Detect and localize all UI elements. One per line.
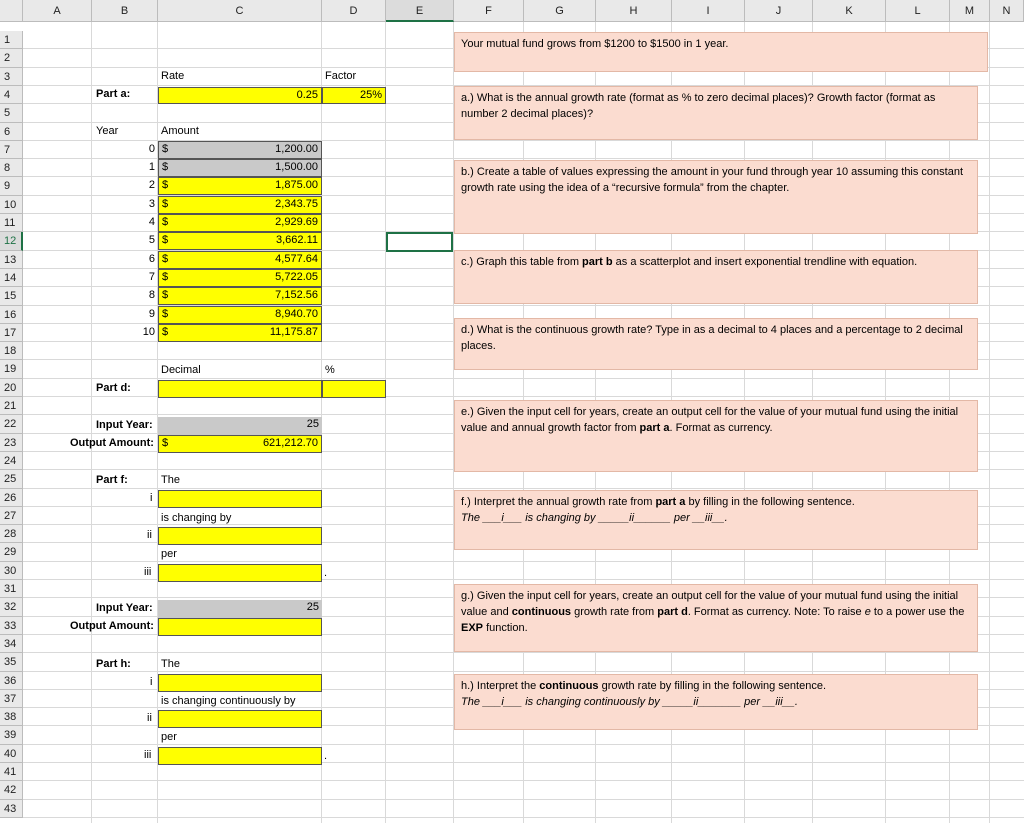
question-g-text-3: . Format as currency. Note: To raise [687,606,865,618]
amount-cell[interactable] [158,324,322,342]
column-header-m[interactable]: M [950,0,990,22]
amount-cell[interactable] [158,287,322,305]
row-header-36[interactable]: 36 [0,672,23,690]
row-header-4[interactable]: 4 [0,86,23,104]
row-header-7[interactable]: 7 [0,141,23,159]
dollar-sign: $ [162,198,169,210]
column-header-f[interactable]: F [454,0,524,22]
column-header-b[interactable]: B [92,0,158,22]
year-cell[interactable]: 1 [148,161,155,173]
row-header-26[interactable]: 26 [0,489,23,507]
amount-cell[interactable] [158,214,322,232]
row-header-16[interactable]: 16 [0,306,23,324]
part-d-label: Part d: [96,382,131,394]
intro-text: Your mutual fund grows from $1200 to $1500 in 1 year. [461,38,729,50]
question-e-box [454,400,978,472]
amount-value: 11,175.87 [269,326,318,338]
dollar-sign: $ [162,143,169,155]
row-header-42[interactable]: 42 [0,781,23,800]
output-amount-label: Output Amount: [70,437,154,449]
row-header-22[interactable]: 22 [0,415,23,434]
question-e-text-2: . Format as currency. [669,422,773,434]
input-year-cell[interactable]: 25 [158,417,322,435]
amount-cell[interactable] [158,306,322,324]
amount-cell[interactable] [158,269,322,287]
output-amount2-label: Output Amount: [70,620,154,632]
decimal-label: Decimal [161,364,201,376]
amount-cell[interactable] [158,141,322,159]
output-amount2-cell[interactable] [158,618,322,636]
amount-value: 4,577.64 [275,253,318,265]
dollar-sign: $ [162,437,169,449]
row-header-9[interactable]: 9 [0,177,23,196]
percent-input[interactable] [322,380,386,398]
question-g-bold-1: continuous [511,606,572,618]
row-header-28[interactable]: 28 [0,525,23,543]
amount-value: 5,722.05 [275,271,318,283]
row-header-10[interactable]: 10 [0,196,23,214]
question-f-text-2: by filling in the following sentence. [685,496,855,508]
part-h-changing-cont: is changing continuously by [161,695,296,707]
column-header-c[interactable]: C [158,0,322,22]
question-g-bold-3: EXP [461,622,484,634]
row-header-40[interactable]: 40 [0,745,23,763]
row-header-30[interactable]: 30 [0,562,23,580]
year-label: Year [96,125,119,137]
factor-input[interactable]: 25% [322,87,386,104]
column-header-h[interactable]: H [596,0,672,22]
question-f-sentence: The ___i___ is changing by _____ii______ per __iii__. [461,512,728,524]
question-g-text-1: g.) Given the input cell for years, create an output cell for the value of your mutual fund using the initial value and [461,590,959,618]
row-header-6[interactable]: 6 [0,123,23,141]
year-cell[interactable]: 9 [148,308,155,320]
factor-label: Factor [325,70,357,82]
column-header-n[interactable]: N [990,0,1024,22]
active-cell-e12[interactable] [386,232,453,252]
row-header-15[interactable]: 15 [0,287,23,306]
row-header-41[interactable]: 41 [0,763,23,781]
question-c-text-1: c.) Graph this table from [461,256,583,268]
amount-value: 3,662.11 [275,234,318,246]
part-h-iii-input[interactable] [158,747,322,765]
dollar-sign: $ [162,179,169,191]
question-g-text-2: growth rate from [571,606,658,618]
question-e-text-1: e.) Given the input cell for years, create an output cell for the value of your mutual fund using the initial value and annual growth factor from [461,406,959,434]
year-cell[interactable]: 8 [148,289,155,301]
row-header-13[interactable]: 13 [0,251,23,269]
part-h-ii-label: ii [147,712,152,724]
row-header-14[interactable]: 14 [0,269,23,287]
column-header-l[interactable]: L [886,0,950,22]
percent-label: % [325,364,335,376]
dollar-sign: $ [162,326,169,338]
question-b-text: b.) Create a table of values expressing the amount in your fund through year 10 assuming this constant growth rate using the idea of a “recursive formula” from the chapter. [461,166,964,194]
question-e-bold: part a [639,422,670,434]
question-g-bold-2: part d [657,606,688,618]
dollar-sign: $ [162,216,169,228]
amount-cell[interactable] [158,177,322,195]
select-all-corner[interactable] [0,0,23,22]
year-cell[interactable]: 3 [148,198,155,210]
question-h-sentence: The ___i___ is changing continuously by _____ii_______ per __iii__. [461,696,798,708]
input-year2-label: Input Year: [96,602,153,614]
part-h-i-input[interactable] [158,674,322,692]
amount-value: 1,875.00 [275,179,318,191]
question-h-bold: continuous [539,680,599,692]
part-f-the: The [161,474,180,486]
question-g-e: e [864,606,871,618]
row-header-27[interactable]: 27 [0,507,23,525]
row-header-33[interactable]: 33 [0,617,23,635]
output-amount-value: 621,212.70 [262,437,318,449]
question-c-text-2: as a scatterplot and insert exponential trendline with equation. [612,256,918,268]
column-header-g[interactable]: G [524,0,596,22]
decimal-input[interactable] [158,380,322,398]
amount-label: Amount [161,125,199,137]
row-header-35[interactable]: 35 [0,653,23,672]
question-a-box [454,86,978,140]
year-cell[interactable]: 0 [148,143,155,155]
row-header-21[interactable]: 21 [0,397,23,415]
column-header-a[interactable]: A [23,0,92,22]
input-year-label: Input Year: [96,419,153,431]
question-h-text-1: h.) Interpret the [461,680,540,692]
question-g-text-4: to a power use the [870,606,965,618]
amount-cell[interactable] [158,196,322,214]
amount-cell[interactable] [158,251,322,269]
part-h-label: Part h: [96,658,131,670]
row-header-24[interactable]: 24 [0,452,23,470]
question-f-text-1: f.) Interpret the annual growth rate from [461,496,656,508]
row-header-34[interactable]: 34 [0,635,23,653]
year-cell[interactable]: 5 [148,234,155,246]
question-g-box [454,584,978,652]
question-c-box [454,250,978,304]
row-header-8[interactable]: 8 [0,159,23,177]
row-header-38[interactable]: 38 [0,708,23,726]
amount-cell[interactable] [158,159,322,177]
part-f-label: Part f: [96,474,128,486]
row-header-29[interactable]: 29 [0,543,23,562]
row-header-23[interactable]: 23 [0,434,23,452]
rate-label: Rate [161,70,185,82]
row-header-39[interactable]: 39 [0,726,23,745]
amount-value: 2,343.75 [275,198,318,210]
question-f-bold: part a [655,496,686,508]
question-d-text: d.) What is the continuous growth rate? Type in as a decimal to 4 places and a percentage to 2 decimal places. [461,324,963,352]
row-header-25[interactable]: 25 [0,470,23,489]
amount-value: 2,929.69 [275,216,318,228]
part-f-ii-input[interactable] [158,527,322,545]
question-c-bold: part b [582,256,613,268]
dollar-sign: $ [162,234,169,246]
question-f-box [454,490,978,550]
dollar-sign: $ [162,161,169,173]
part-f-per: per [161,548,177,560]
year-cell[interactable]: 7 [148,271,155,283]
year-cell[interactable]: 10 [142,326,155,338]
part-f-iii-label: iii [144,566,152,578]
row-header-11[interactable]: 11 [0,214,23,232]
row-header-37[interactable]: 37 [0,690,23,708]
amount-cell[interactable] [158,232,322,250]
question-b-box [454,160,978,234]
part-h-period: . [324,750,328,762]
row-header-1[interactable]: 1 [0,31,23,49]
row-header-18[interactable]: 18 [0,342,23,360]
part-f-changing-by: is changing by [161,512,232,524]
question-h-box [454,674,978,730]
row-header-12[interactable]: 12 [0,232,23,251]
column-header-i[interactable]: I [672,0,745,22]
row-header-17[interactable]: 17 [0,324,23,342]
dollar-sign: $ [162,308,169,320]
gridline-col [385,22,386,823]
year-cell[interactable]: 4 [148,216,155,228]
part-f-i-input[interactable] [158,490,322,508]
part-f-i-label: i [150,492,153,504]
output-amount-cell[interactable] [158,435,322,453]
year-cell[interactable]: 6 [148,253,155,265]
part-h-per: per [161,731,177,743]
amount-value: 1,200.00 [275,143,318,155]
question-a-text: a.) What is the annual growth rate (format as % to zero decimal places)? Growth factor (format as number 2 decimal places)? [461,92,936,120]
amount-value: 8,940.70 [275,308,318,320]
input-year2-cell[interactable]: 25 [158,600,322,618]
part-f-period: . [324,567,328,579]
row-header-19[interactable]: 19 [0,360,23,379]
row-header-2[interactable]: 2 [0,49,23,68]
part-f-iii-input[interactable] [158,564,322,582]
part-h-i-label: i [150,676,153,688]
row-header-43[interactable]: 43 [0,800,23,818]
rate-input[interactable]: 0.25 [158,87,322,104]
dollar-sign: $ [162,289,169,301]
row-header-32[interactable]: 32 [0,598,23,617]
part-f-ii-label: ii [147,529,152,541]
row-header-20[interactable]: 20 [0,379,23,397]
dollar-sign: $ [162,253,169,265]
part-h-the: The [161,658,180,670]
question-g-text-5: function. [483,622,528,634]
amount-value: 7,152.56 [275,289,318,301]
dollar-sign: $ [162,271,169,283]
amount-value: 1,500.00 [275,161,318,173]
row-header-3[interactable]: 3 [0,68,23,86]
column-header-j[interactable]: J [745,0,813,22]
column-header-d[interactable]: D [322,0,386,22]
part-h-iii-label: iii [144,749,152,761]
question-h-text-2: growth rate by filling in the following sentence. [598,680,827,692]
intro-box [454,32,988,72]
question-d-box [454,318,978,370]
row-header-31[interactable]: 31 [0,580,23,598]
column-header-e[interactable]: E [386,0,454,22]
column-header-k[interactable]: K [813,0,886,22]
part-h-ii-input[interactable] [158,710,322,728]
gridline-col [989,22,990,823]
year-cell[interactable]: 2 [148,179,155,191]
part-a-label: Part a: [96,88,131,100]
row-header-5[interactable]: 5 [0,104,23,123]
